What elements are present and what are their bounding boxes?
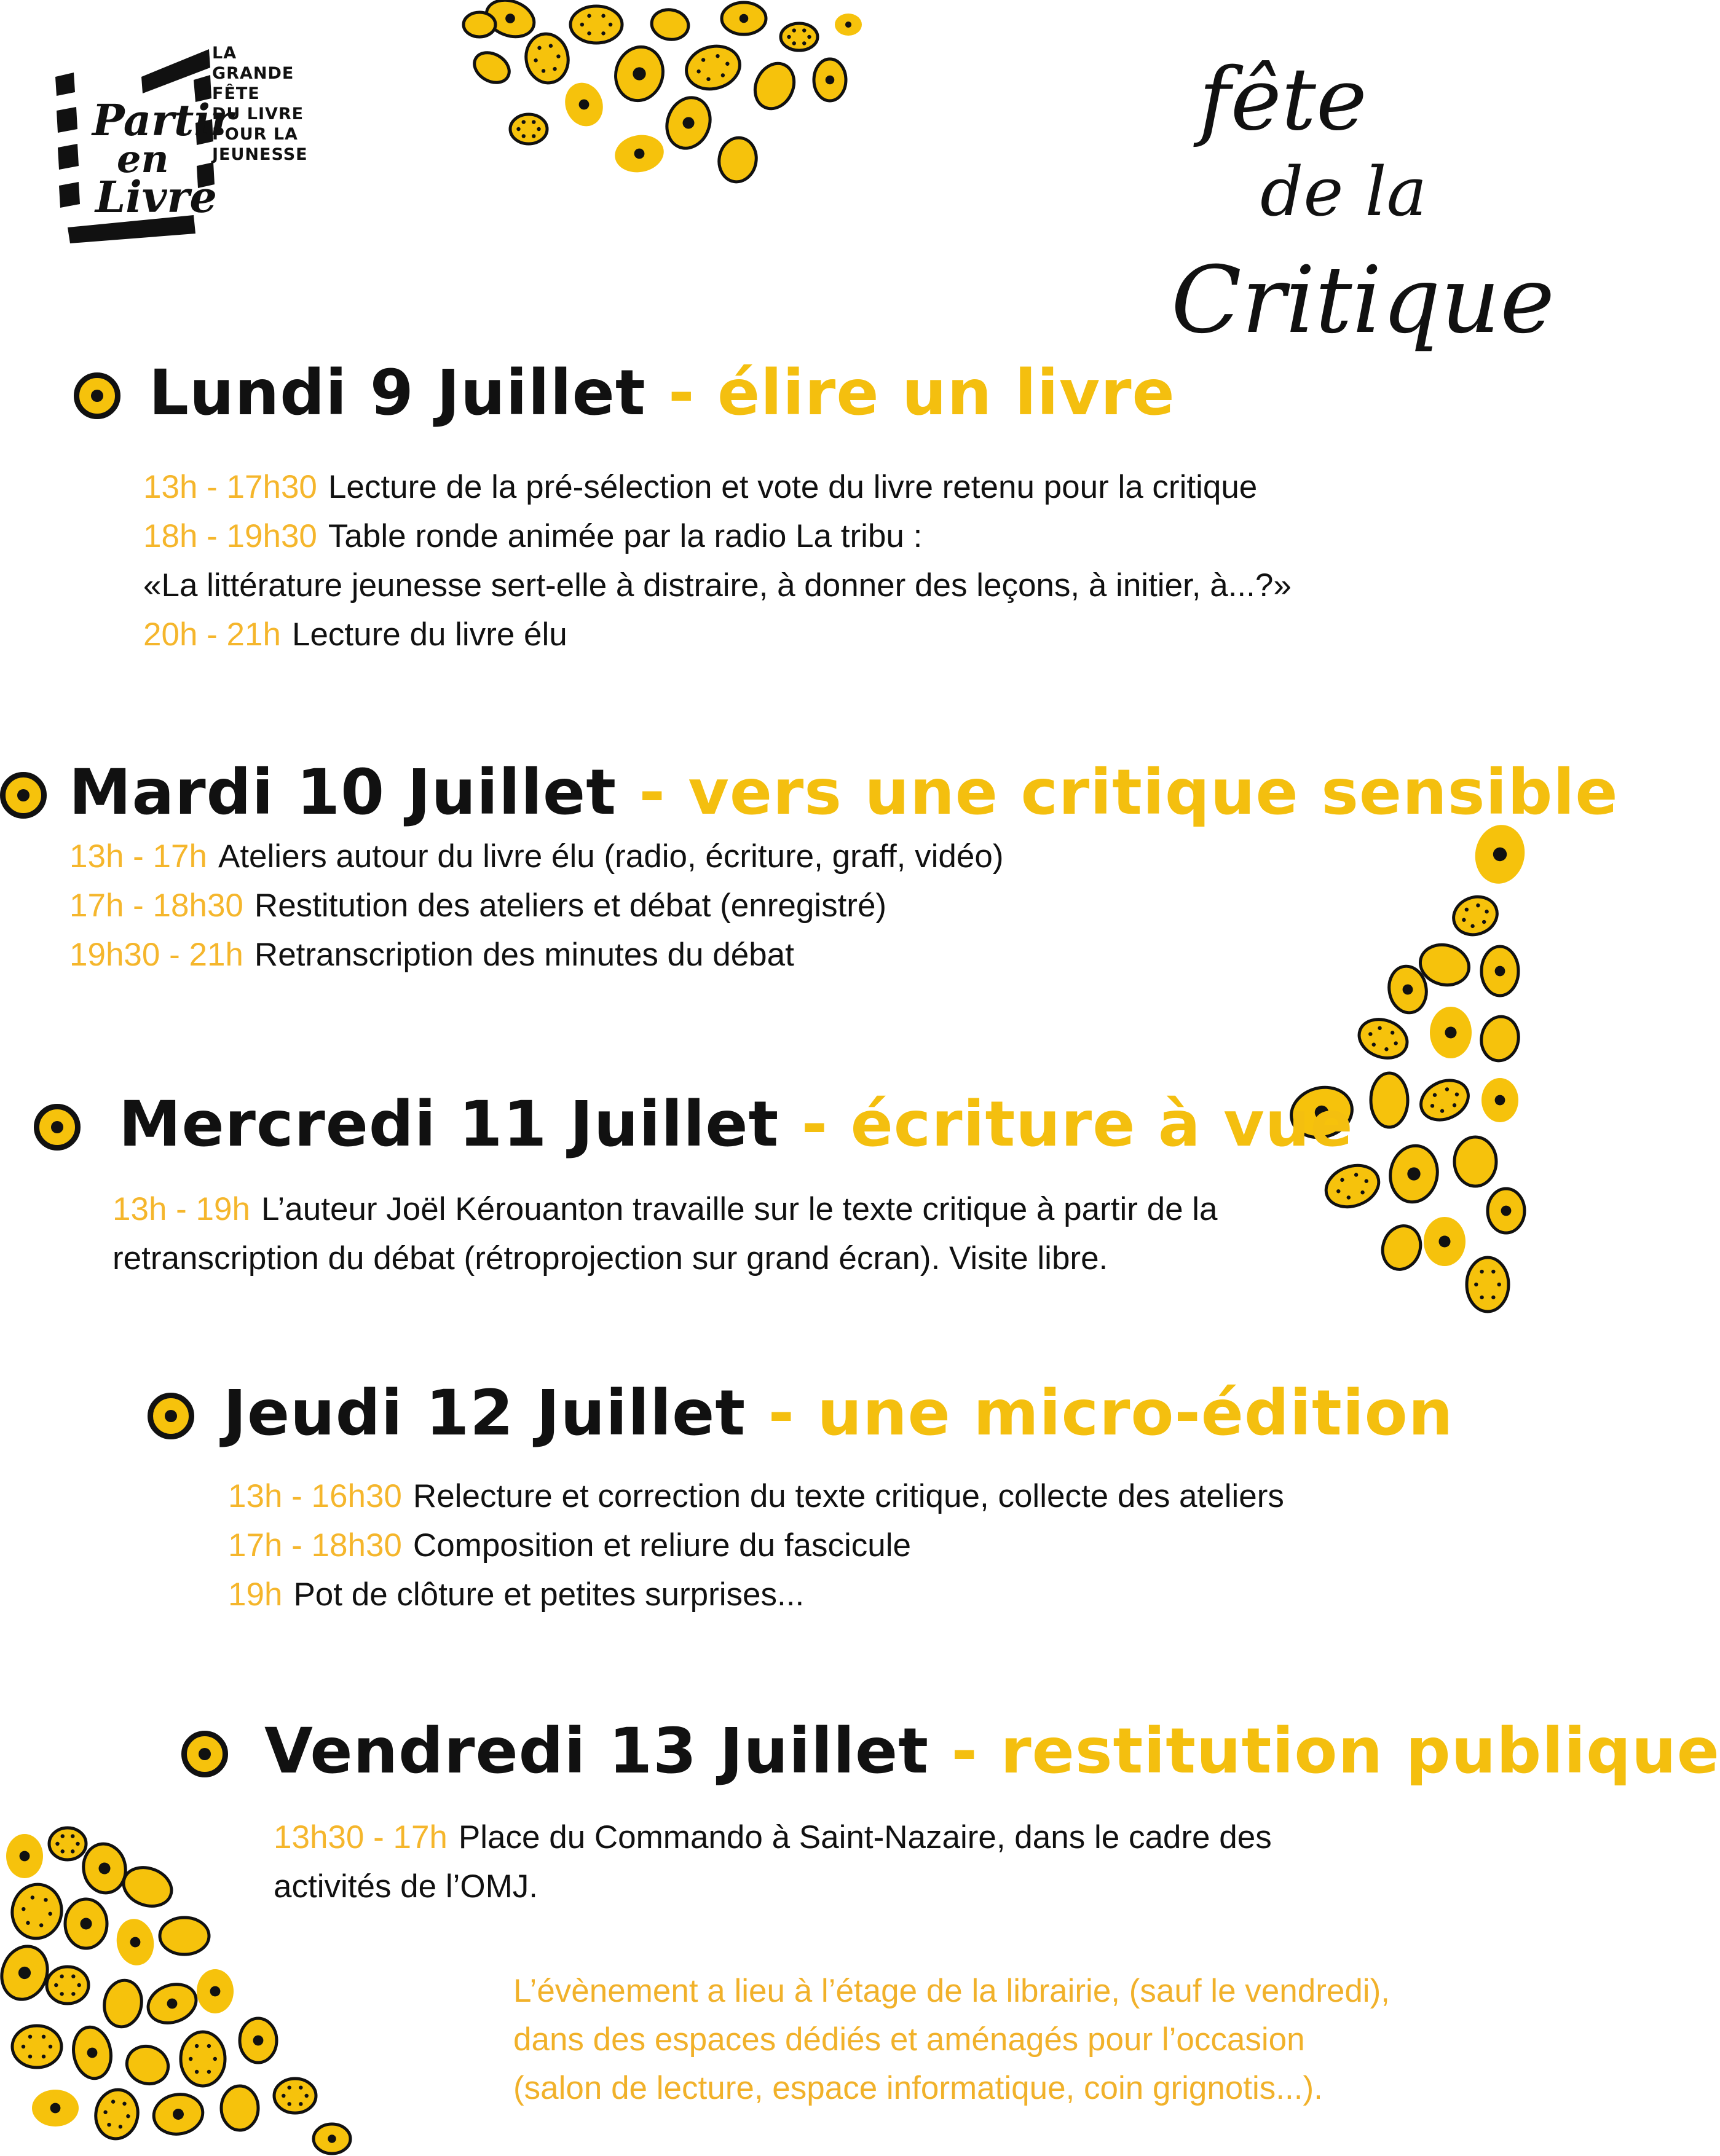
yellow-blob [151, 2091, 206, 2138]
schedule-time: 19h [228, 1576, 283, 1613]
logo-script-line-1: Partir [92, 95, 233, 146]
yellow-blob [80, 1841, 130, 1897]
schedule-time: 13h - 19h [112, 1191, 250, 1227]
schedule-text: Relecture et correction du texte critique, collecte des ateliers [412, 1478, 1284, 1514]
logo-tagline-line: JEUNESSE [212, 145, 308, 164]
day-name: Mardi 10 Juillet [69, 756, 617, 829]
yellow-blob [32, 2090, 79, 2126]
yellow-blob [722, 2, 766, 34]
schedule-row [274, 1862, 1272, 1911]
venue-note-line: dans des espaces dédiés et aménagés pour l’occasion [513, 2021, 1305, 2058]
bullet-icon [148, 1393, 194, 1439]
schedule-row [228, 1521, 1284, 1570]
yellow-blob [12, 2026, 61, 2067]
day-section-mardi [0, 756, 1619, 829]
yellow-blob [1448, 891, 1502, 940]
yellow-blob [314, 2124, 350, 2154]
yellow-blob [47, 1967, 89, 2004]
yellow-blob [1386, 1142, 1442, 1206]
logo-script-line-3: Livre [95, 171, 217, 222]
yellow-blob [1424, 1217, 1466, 1266]
day-theme: - restitution publique [951, 1715, 1720, 1788]
yellow-blob [748, 57, 801, 115]
schedule-text: Table ronde animée par la radio La tribu : [328, 518, 923, 554]
venue-note-line: (salon de lecture, espace informatique, coin grignotis...). [513, 2070, 1323, 2106]
day-schedule-lundi [143, 463, 1292, 659]
bullet-icon [181, 1731, 228, 1777]
yellow-blob [274, 2079, 316, 2113]
schedule-time: 13h30 - 17h [274, 1819, 448, 1855]
yellow-blob [0, 1940, 55, 2005]
bullet-icon [74, 372, 120, 419]
day-theme: - vers une critique sensible [639, 756, 1619, 829]
bullet-icon [0, 772, 47, 819]
yellow-blob [160, 1918, 209, 1954]
yellow-blob [65, 1899, 107, 1948]
schedule-text: Ateliers autour du livre élu (radio, écriture, graff, vidéo) [218, 838, 1004, 875]
yellow-blob [814, 59, 846, 101]
schedule-row [228, 1570, 1284, 1619]
yellow-blob [510, 114, 547, 144]
day-theme: - écriture à vue [801, 1088, 1354, 1161]
day-name: Mercredi 11 Juillet [119, 1088, 779, 1161]
yellow-blob [143, 1978, 202, 2029]
day-section-vendredi [181, 1715, 1720, 1788]
schedule-text: Restitution des ateliers et débat (enregistré) [254, 887, 887, 924]
yellow-blob [1430, 1007, 1472, 1058]
logo-tagline-line: DU LIVRE [212, 104, 304, 124]
schedule-text: Lecture de la pré-sélection et vote du livre retenu pour la critique [328, 469, 1258, 505]
yellow-blob [1488, 1189, 1525, 1233]
schedule-text: Retranscription des minutes du débat [254, 937, 794, 973]
schedule-text: activités de l’OMJ. [274, 1868, 538, 1905]
logo-tagline-line: GRANDE [212, 64, 294, 83]
day-name: Vendredi 13 Juillet [264, 1715, 929, 1788]
day-section-mercredi [34, 1088, 1354, 1161]
yellow-blob [49, 1828, 86, 1860]
schedule-time: 17h - 18h30 [228, 1527, 402, 1564]
yellow-blob [1376, 1221, 1426, 1275]
bullet-icon [34, 1104, 81, 1151]
schedule-time: 13h - 17h30 [143, 469, 317, 505]
yellow-blob [122, 2040, 173, 2090]
yellow-blob [464, 12, 495, 37]
schedule-time: 13h - 16h30 [228, 1478, 402, 1514]
yellow-blob [181, 2032, 225, 2086]
venue-note [513, 1967, 1521, 2112]
event-title-line-2: de la [1260, 152, 1427, 231]
schedule-text: Lecture du livre élu [291, 616, 567, 653]
yellow-blob [649, 7, 690, 42]
logo-tagline-line: FÊTE [212, 84, 260, 103]
schedule-row [69, 881, 1003, 930]
day-name: Jeudi 12 Juillet [223, 1377, 746, 1450]
yellow-blob [1354, 1013, 1413, 1064]
schedule-row [143, 610, 1292, 659]
yellow-blob [197, 1969, 234, 2013]
yellow-blob [1454, 1137, 1496, 1186]
day-heading [181, 1715, 1720, 1788]
yellow-blob [6, 1834, 43, 1878]
schedule-text: L’auteur Joël Kérouanton travaille sur le texte critique à partir de la [261, 1191, 1218, 1227]
yellow-blob [1371, 1073, 1408, 1127]
schedule-row [69, 832, 1003, 881]
yellow-blob [1320, 1159, 1385, 1214]
day-heading [34, 1088, 1354, 1161]
yellow-blob [1470, 821, 1529, 887]
schedule-text: Pot de clôture et petites surprises... [293, 1576, 805, 1613]
yellow-blob [92, 2087, 142, 2142]
day-schedule-mercredi [112, 1185, 1218, 1283]
day-schedule-jeudi [228, 1472, 1284, 1619]
day-schedule-vendredi [274, 1813, 1272, 1911]
yellow-blob [1467, 1257, 1509, 1312]
yellow-dots-cluster-right [1242, 817, 1525, 1340]
schedule-row [143, 561, 1292, 610]
schedule-row [143, 463, 1292, 512]
logo-script-line-2: en [117, 136, 169, 181]
schedule-row [69, 930, 1003, 980]
yellow-blob [610, 42, 669, 106]
schedule-row [274, 1813, 1272, 1862]
yellow-blob [221, 2086, 258, 2130]
yellow-blob [716, 135, 760, 184]
schedule-row [143, 512, 1292, 561]
yellow-blob [1481, 1078, 1518, 1122]
schedule-text: Place du Commando à Saint-Nazaire, dans le cadre des [458, 1819, 1272, 1855]
logo-tagline [212, 43, 347, 165]
schedule-time: 20h - 21h [143, 616, 281, 653]
day-theme: - élire un livre [668, 356, 1175, 430]
schedule-row [112, 1234, 1218, 1283]
day-section-jeudi [148, 1377, 1454, 1450]
day-heading [148, 1377, 1454, 1450]
day-theme: - une micro-édition [768, 1377, 1454, 1450]
yellow-blob [1481, 946, 1518, 996]
yellow-blob [570, 6, 622, 43]
day-section-lundi [74, 356, 1175, 430]
yellow-blob [682, 41, 745, 95]
yellow-blob [1478, 1013, 1522, 1063]
yellow-blob [835, 14, 862, 36]
yellow-blob [113, 1916, 157, 1968]
schedule-row [228, 1472, 1284, 1521]
day-heading [74, 356, 1175, 430]
yellow-dots-cluster-top [455, 0, 897, 203]
yellow-blob [559, 77, 609, 132]
yellow-blob [1414, 1073, 1475, 1127]
yellow-blob [101, 1977, 145, 2029]
logo-tagline-line: POUR LA [212, 125, 298, 144]
venue-note-line: L’évènement a lieu à l’étage de la librairie, (sauf le vendredi), [513, 1973, 1390, 2009]
yellow-blob [523, 31, 572, 87]
event-title [1168, 25, 1555, 393]
event-title-line-3: Critique [1171, 247, 1555, 354]
yellow-blob [240, 2018, 277, 2063]
schedule-time: 19h30 - 21h [69, 937, 243, 973]
yellow-blob [612, 132, 666, 176]
schedule-time: 13h - 17h [69, 838, 207, 875]
event-title-line-1: fête [1199, 50, 1367, 150]
yellow-blob [469, 47, 515, 89]
schedule-text: «La littérature jeunesse sert-elle à distraire, à donner des leçons, à initier, à...?» [143, 567, 1292, 604]
yellow-blob [781, 23, 818, 50]
schedule-text: retranscription du débat (rétroprojection sur grand écran). Visite libre. [112, 1240, 1108, 1277]
day-heading [0, 756, 1619, 829]
schedule-time: 17h - 18h30 [69, 887, 243, 924]
yellow-blob [8, 1881, 66, 1943]
day-schedule-mardi [69, 832, 1003, 980]
day-name: Lundi 9 Juillet [149, 356, 646, 430]
yellow-blob [69, 2024, 115, 2081]
logo-tagline-line: LA [212, 44, 237, 63]
yellow-blob [660, 92, 717, 154]
schedule-row [112, 1185, 1218, 1234]
schedule-text: Composition et reliure du fascicule [412, 1527, 912, 1564]
schedule-time: 18h - 19h30 [143, 518, 317, 554]
